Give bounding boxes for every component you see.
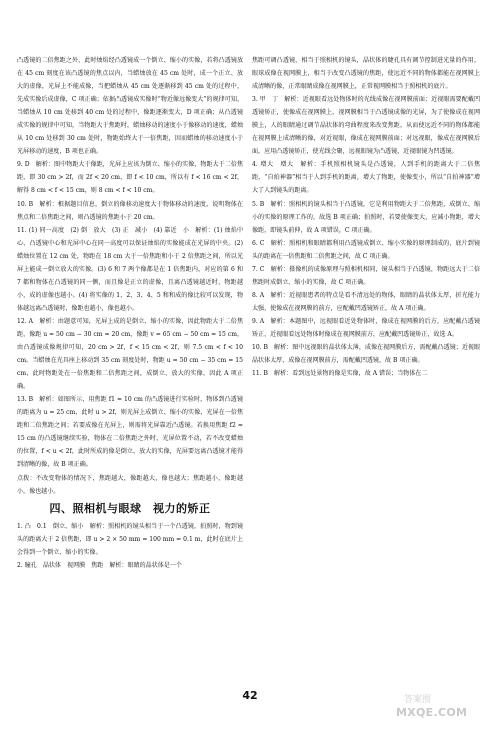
- watermark-line2: MXQE.COM: [396, 706, 468, 719]
- paragraph: 3. 甲 丁 解析：近视眼看远处物体时的光线成像在视网膜前面；近视眼需要配戴凹透镜矫正，使像成在视网膜上，视网膜相当于凸透镜成像的光屏，为了使像成在视网膜上，人的眼睛通过调节晶状体的弯曲程度来改变焦距，从而使远近不同的物体都能在视网膜上成清晰的像，对近视眼，像成在视网膜前面；对远视眼，像成在视网膜后面，应用凸透镜矫正，使光线会聚，远视眼镜为凸透镜，近视眼镜为凹透镜。: [252, 96, 480, 156]
- paragraph: 10. B 解析：根据题目信息，倒立的像移动速度大于物体移动的速度，说明物体在焦点和二倍焦距之间，则凸透镜的焦距小于 20 cm。: [17, 200, 243, 221]
- page-number: 42: [242, 689, 258, 702]
- paragraph: 11. (1) 同一高度 (2) 倒 放大 (3) 正 减小 (4) 靠近 小 解析：(1) 烛焰中心、凸透镜中心和光屏中心在同一高度可以保证烛焰的实像能成在光屏的中央。(2) 蜡烛位置在 12 cm 处，物距在 18 cm 大于一倍焦距和小于 2 倍焦距之间，所以光屏上能成一倒立放大的实像。(3) 6 和 7 两个像都是在 1 倍焦距内，对应的第 6 和 7 都和物体在凸透镜的同一侧，而且像是正立的虚像，且离凸透镜越近时，物距越小，成的虚像也越小。(4) 将实像的 1、2、3、4、5 和和成的像比较可以发现，物体越远离凸透镜时，像距也越小，像也越小。: [17, 226, 243, 312]
- paragraph: 8. A 解析：近视眼患者的特点是看不清远处的物体，眼睛的晶状体太厚，折光能力太强，使像成在视网膜的前方，应配戴凹透镜矫正，故 A 项正确。: [252, 291, 480, 312]
- right-column: [252, 54, 480, 380]
- paragraph: 13. B 解析：如图所示，用焦距 f1 = 10 cm 的凸透镜进行实验时，物体到凸透镜的距离为 u = 25 cm，此时 u > 2f，则光屏上成倒立、缩小的实像，光屏在一倍焦距和二倍焦距之间；若要成像在光屏上，则需将光屏靠近凸透镜。若换用焦距 f2 = 15 cm 的凸透镜继续实验，物体在二倍焦距之外时，光屏位置不动，若不改变蜡烛的位置，f < u < 2f，此时所成的像是倒立、放大的实像，光屏要远离凸透镜才能得到清晰的像，故 B 项正确。: [17, 396, 243, 469]
- paragraph: 12. A 解析：由题意可知，光屏上成的是倒立、缩小的实像，因此物距大于二倍焦距，像距 u = 50 cm − 30 cm = 20 cm，像距 v = 65 cm − 50 cm = 15 cm，由凸透镜成像规律可知，20 cm > 2f，f < 15 cm < 2f，则 7.5 cm < f < 10 cm。当蜡烛在光具座上移动到 35 cm 刻度处时，物距 u = 50 cm − 35 cm = 15 cm，此时物距处在一倍焦距和二倍焦距之间，成倒立、放大的实像，因此 A 项正确。: [17, 317, 243, 391]
- paragraph: 9. A 解析：本题图中，远视眼看近处物体时，像成在视网膜的后方，应配戴凸透镜矫正，近视眼看远处物体时像成在视网膜前方，应配戴凹透镜矫正，故选 A。: [252, 317, 480, 338]
- watermark-line1: 答案圈: [404, 695, 432, 705]
- paragraph: 7. C 解析：摄像机的成像原理与照相机相同，镜头相当于凸透镜，物距远大于二倍焦距时成倒立、缩小的实像，故 C 项正确。: [252, 265, 480, 286]
- paragraph: 2. 瞳孔 晶状体 视网膜 焦距 解析：眼睛的晶状体是一个: [17, 561, 182, 569]
- paragraph: 6. C 解析：照相机和眼睛都利用凸透镜成倒立、缩小实像的原理制成的，底片到镜头的距离在一倍焦距和二倍焦距之间，故 C 项正确。: [252, 239, 480, 260]
- paragraph: 5. B 解析：照相机的镜头相当于凸透镜，它是利用物距大于二倍焦距，成倒立、缩小的实像的原理工作的，故选 B 项正确；拍照时，若要使像变大，应减小物距，增大像距，即镜头前伸，故 A 项错误，C 项正确。: [252, 200, 480, 234]
- paragraph: 1. 凸 0.1 倒立、缩小 解析：照相机的镜头相当于一个凸透镜，拍照时，物到镜头的距离大于 2 倍焦距，即 u > 2 × 50 mm = 100 mm = 0.1 m，此时在底片上会得到一个倒立、缩小的实像。: [17, 522, 243, 556]
- left-column: [17, 54, 243, 572]
- paragraph: 11. B 解析：看到远处景物的像是实像，故 A 错误；当物体在二: [252, 370, 428, 378]
- note-paragraph: 点拨：不改变物体的情况下，焦距越大，像距越大，像也越大；焦距越小，像距越小，像也越小。: [17, 474, 243, 495]
- watermark-logo: [396, 690, 496, 726]
- paragraph: 4. 增大 增大 解析：手机照相机镜头是凸透镜，人到手机的距离大于二倍焦距，“自拍神器”相当于人到手机的距离，增大了物距，使像变小，所以“自拍神器”增大了人到镜头的距离。: [252, 161, 480, 195]
- paragraph: 焦距可调凸透镜，相当于照相机的镜头，晶状体的睫孔具有调节控制进光量的作用，眼球成像在视网膜上，相当于改变凸透镜的焦距，使远近不同的物体都能在视网膜上成清晰的像，正常眼睛成像在视网膜上，正常视网膜相当于照相机的底片。: [252, 57, 480, 91]
- paragraph: 凸透镜的二倍焦距之外，此时烛焰经凸透镜成一个倒立、缩小的实像，若将凸透镜放在 45 cm 刻度在该凸透镜的焦点以内，当蜡烛放在 45 cm 处时，成一个正立、放大的虚像，光屏上不能成像，当把蜡烛从 45 cm 处逐渐移到 45 cm 处的过程中，先成实像后成虚像，C 项正确；依据凸透镜成实像时“物近像远像变大”的规律可知，当蜡烛从 10 cm 处移到 40 cm 处的过程中，像距逐渐变大，D 项正确；从凸透镜成实像的规律中可知，当物距大于焦距时，蜡烛移动的速度小于像移动的速度，蜡烛从 10 cm 处移到 30 cm 处时，物距始终大于一倍焦距，因而蜡烛的移动速度小于光屏移动的速度，B 项也正确。: [17, 57, 243, 156]
- section-heading: 四、照相机与眼球 视力的矫正: [49, 501, 211, 515]
- paragraph: 10. B 解析：图中远视眼的晶状体太薄，成像在视网膜后方，需配戴凸透镜；近视眼晶状体太厚，成像在视网膜前方，需配戴凹透镜，故 B 项正确。: [252, 344, 480, 365]
- paragraph: 9. D 解析：图中物距大于像距，光屏上应该为倒立、缩小的实像，物距大于二倍焦距，即 30 cm > 2f，而 2f < 20 cm，即 f < 10 cm，所以有 f < 16 cm < 2f，解得 8 cm < f < 15 cm，则 8 cm < f < 10 cm。: [17, 161, 243, 195]
